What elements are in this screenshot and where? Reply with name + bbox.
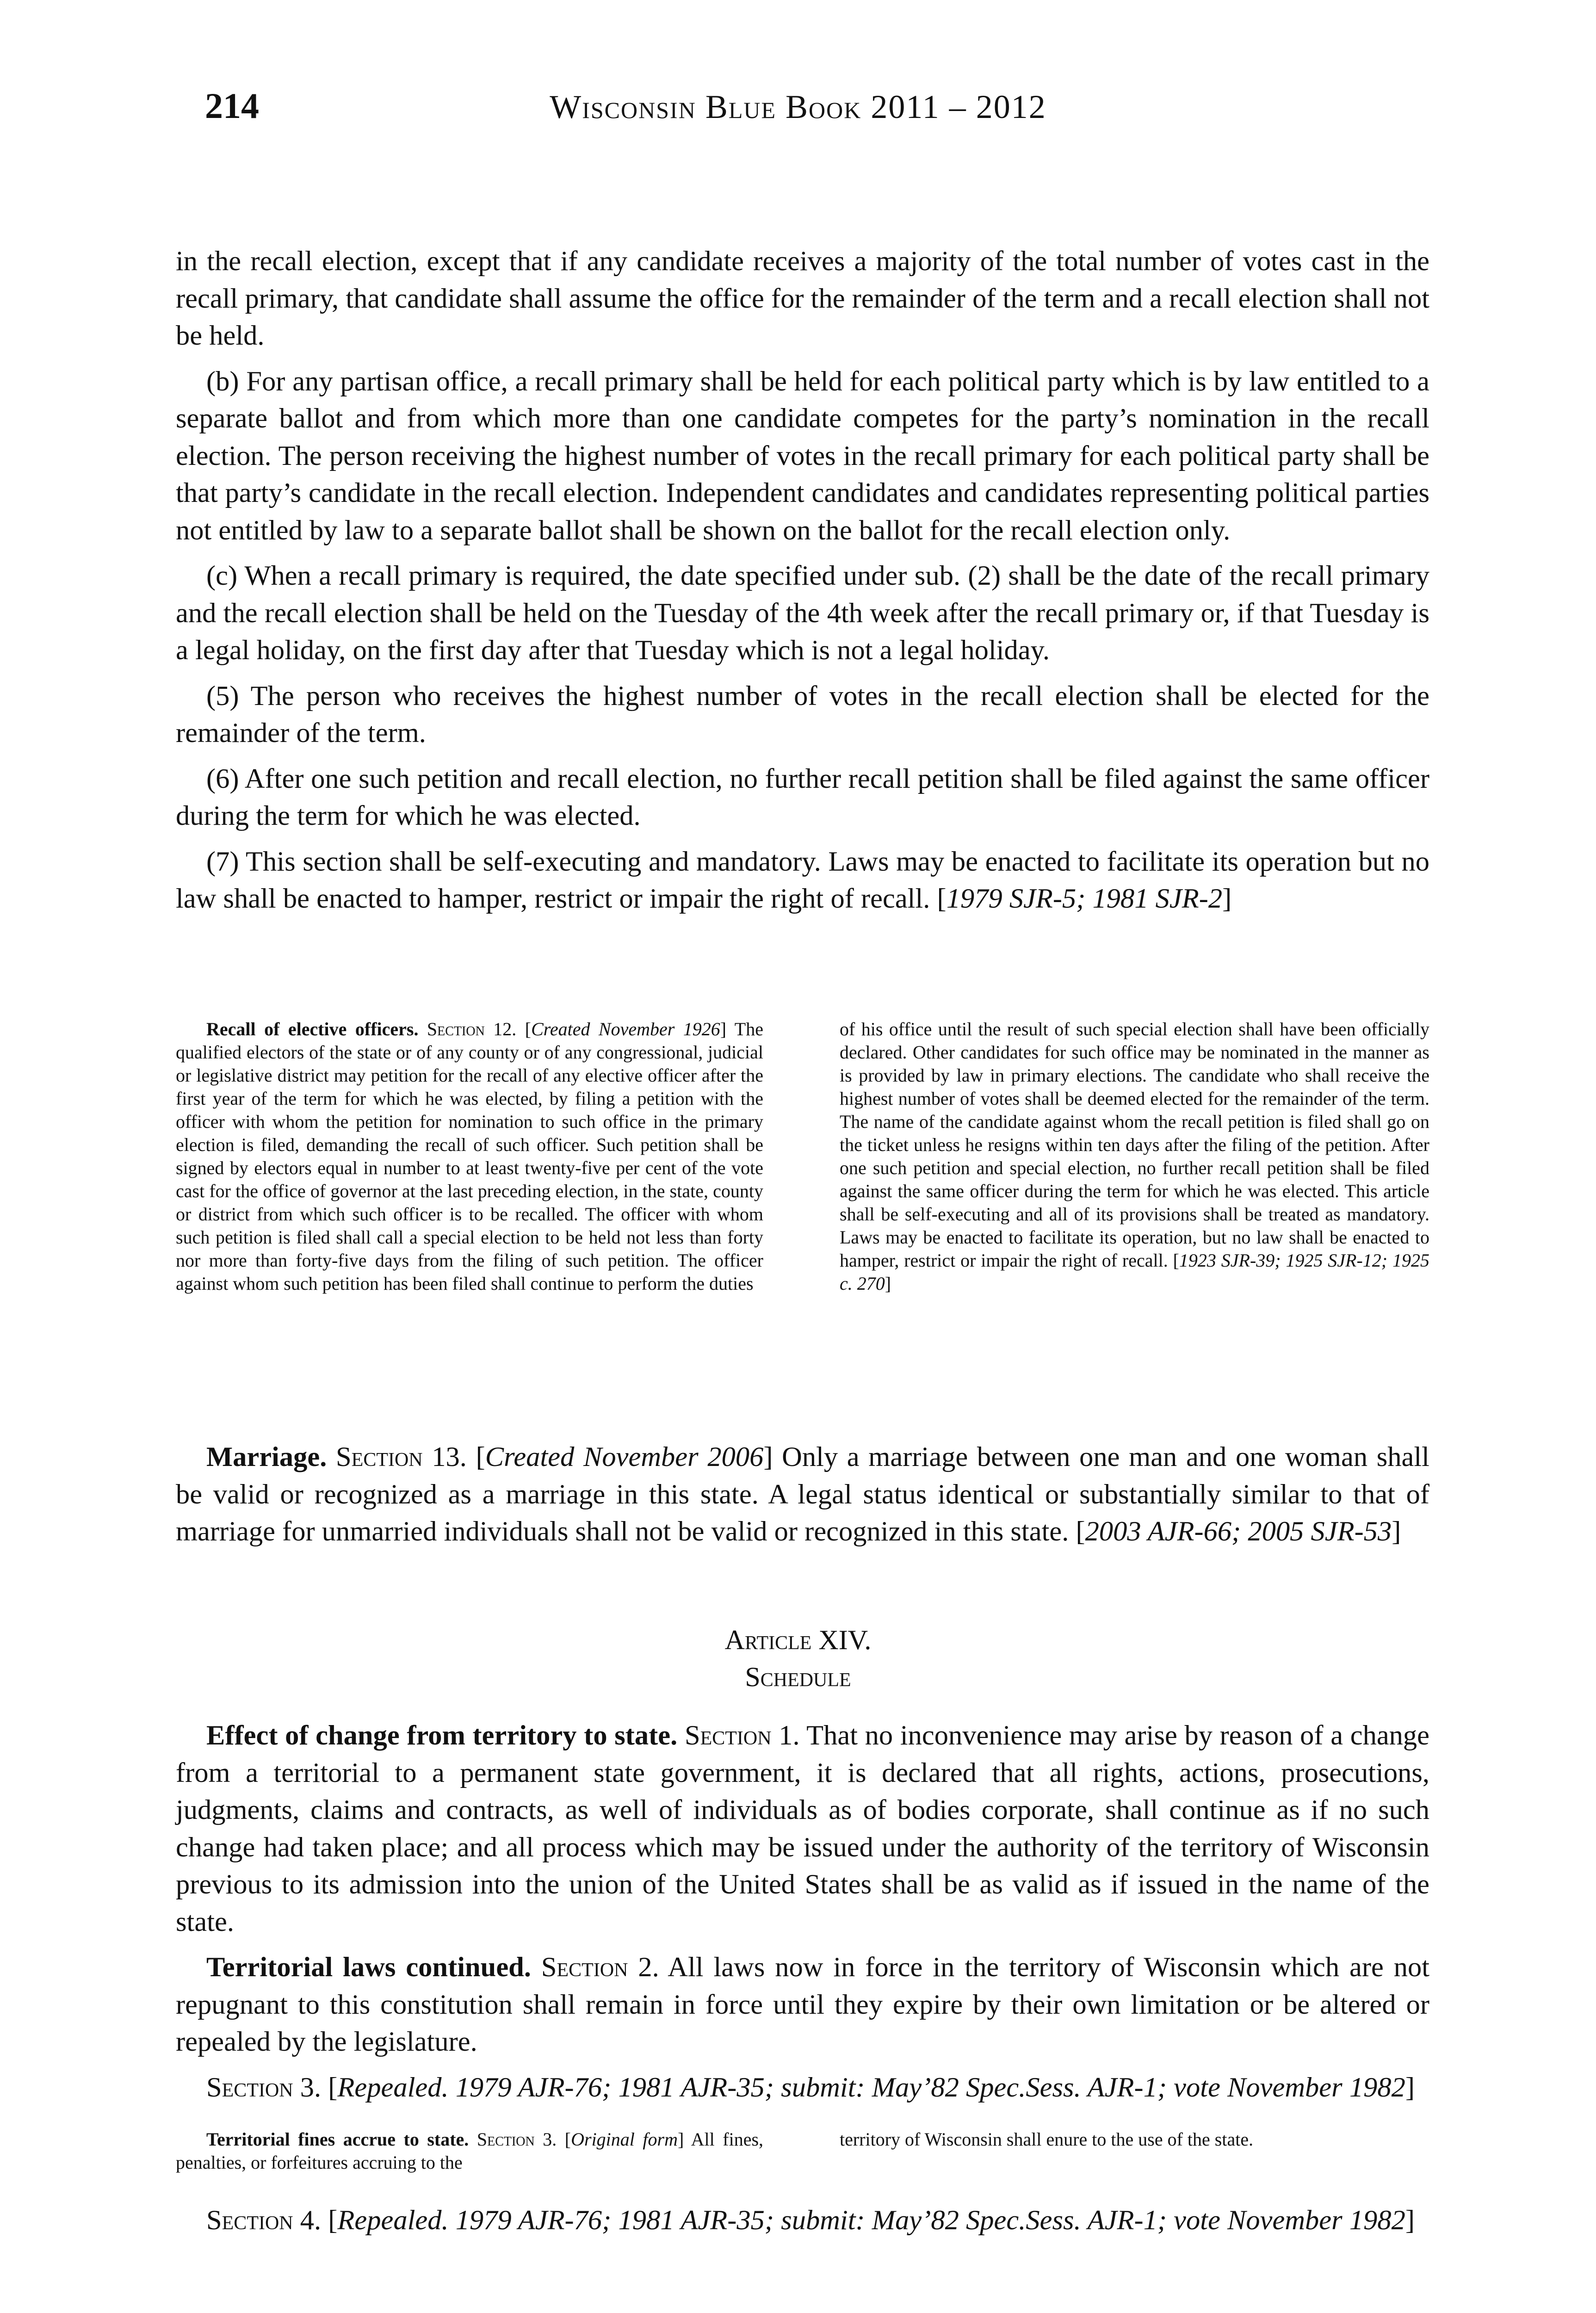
section-1-paragraph	[176, 1717, 1429, 1941]
article-heading: Article XIV.	[724, 1625, 872, 1655]
section-4	[176, 2202, 1429, 2248]
fines-note-section-label: Section	[476, 2129, 535, 2150]
recall-note-right-text: of his office until the result of such special election shall have been officially declared. Other candidates for such office may be nominated in the manner as is provided by law in primary elections. The candidate who shall receive the highest number of votes shall be deemed elected for the remainder of the term. The name of the candidate against whom the recall petition is filed shall go on the ticket unless he resigns within ten days after the filing of the petition. After one such petition and special election, no further recall petition shall be filed against the same officer during the term for which he was elected. This article shall be self-executing and all of its provisions shall be treated as mandatory. Laws may be enacted to facilitate its operation, but no law shall be enacted to hamper, restrict or impair the right of recall. [	[840, 1019, 1429, 1271]
section-2-label: Section	[541, 1952, 628, 1983]
fines-note-section-number: 3. [	[534, 2129, 571, 2150]
section-1-heading: Effect of change from territory to state.	[206, 1720, 678, 1751]
section-4-bracket: ]	[1405, 2205, 1415, 2236]
marriage-bracket: ]	[1392, 1516, 1401, 1547]
section-2-heading: Territorial laws continued.	[206, 1952, 531, 1983]
section-4-label: Section	[206, 2205, 293, 2236]
section-4-repealed: Repealed. 1979 AJR-76; 1981 AJR-35; submit: May’82 Spec.Sess. AJR-1; vote November 1982	[337, 2205, 1405, 2236]
recall-note-left-column	[176, 1018, 763, 1295]
section-3-repealed: Repealed. 1979 AJR-76; 1981 AJR-35; submit: May’82 Spec.Sess. AJR-1; vote November 1982	[337, 2072, 1405, 2103]
recall-note-right-column	[840, 1018, 1429, 1295]
paragraph-7-text: (7) This section shall be self-executing and mandatory. Laws may be enacted to facilitate its operation but no law shall be enacted to hamper, restrict or impair the right of recall. [	[176, 846, 1429, 914]
fines-note-left	[176, 2128, 763, 2174]
recall-note-section-number: 12. [	[484, 1019, 532, 1039]
paragraph-7	[176, 843, 1429, 918]
fines-note-right: territory of Wisconsin shall enure to the use of the state.	[840, 2129, 1254, 2150]
marriage-created: Created November 2006	[485, 1441, 764, 1472]
recall-note-citation: 1923 SJR-39; 1925 SJR-12; 1925 c. 270	[840, 1250, 1429, 1294]
recall-note-created: Created November 1926	[531, 1019, 720, 1039]
paragraph-continuation: in the recall election, except that if any candidate receives a majority of the total number of votes cast in the recall primary, that candidate shall assume the office for the remainder of the term and a recall election shall not be held.	[176, 246, 1429, 351]
section-2-text: All laws now in force in the territory of Wisconsin which are not repugnant to this constitution shall remain in force until they expire by their own limitation or be altered or repealed by the legislature.	[176, 1952, 1430, 2057]
schedule-sections	[176, 1717, 1429, 2115]
section-3-paragraph	[176, 2069, 1429, 2107]
page-number: 214	[205, 86, 259, 126]
marriage-paragraph	[176, 1439, 1429, 1551]
marriage-heading: Marriage.	[206, 1441, 327, 1472]
fines-note-original: Original form	[571, 2129, 678, 2150]
marriage-section-label: Section	[336, 1441, 423, 1472]
section-4-number: 4. [	[293, 2205, 338, 2236]
recall-note-right	[840, 1018, 1429, 1295]
section-3-number: 3. [	[293, 2072, 338, 2103]
paragraph-7-citation: 1979 SJR-5; 1981 SJR-2	[946, 883, 1223, 914]
section-1-text: That no inconvenience may arise by reason of a change from a territorial to a permanent state government, it is declared that all rights, actions, prosecutions, judgments, claims and contracts, as well of individuals as of bodies corporate, shall continue as if no such change had taken place; and all process which may be issued under the authority of the territory of Wisconsin previous to its admission into the union of the United States shall be as valid as if issued in the name of the state.	[176, 1720, 1430, 1937]
paragraph-b: (b) For any partisan office, a recall primary shall be held for each political party which is by law entitled to a separate ballot and from which more than one candidate competes for the party’s nomination in the recall election. The person receiving the highest number of votes in the recall primary for each political party shall be that party’s candidate in the recall election. Independent candidates and candidates representing political parties not entitled by law to a separate ballot shall be shown on the ballot for the recall election only.	[176, 365, 1429, 546]
recall-note-right-bracket: ]	[885, 1273, 891, 1294]
recall-note-heading: Recall of elective officers.	[206, 1019, 419, 1039]
recall-note-left	[176, 1018, 763, 1295]
marriage-section	[176, 1439, 1429, 1559]
section-3-label: Section	[206, 2072, 293, 2103]
paragraph-7-bracket: ]	[1222, 883, 1232, 914]
section-1-label: Section	[684, 1720, 772, 1751]
recall-note-section-label: Section	[427, 1019, 485, 1039]
fines-note-left-text: ] All fines, penalties, or forfeitures accruing to the	[176, 2129, 764, 2173]
section-1-number: 1.	[771, 1720, 800, 1751]
fines-note-right-column	[840, 2128, 1429, 2151]
marriage-section-number: 13. [	[422, 1441, 485, 1472]
marriage-text: ] Only a marriage between one man and one woman shall be valid or recognized as a marriage in this state. A legal status identical or substantially similar to that of marriage for unmarried individuals shall not be valid or recognized in this state. [	[176, 1441, 1429, 1547]
section-3-bracket: ]	[1405, 2072, 1415, 2103]
paragraph-6: (6) After one such petition and recall election, no further recall petition shall be filed against the same officer during the term for which he was elected.	[176, 763, 1429, 831]
recall-section-continuation	[176, 243, 1429, 926]
paragraph-5: (5) The person who receives the highest number of votes in the recall election shall be elected for the remainder of the term.	[176, 680, 1429, 748]
fines-note-left-column	[176, 2128, 763, 2174]
section-2-number: 2.	[628, 1952, 659, 1983]
article-subheading: Schedule	[745, 1662, 851, 1692]
fines-note-heading: Territorial fines accrue to state.	[206, 2129, 469, 2150]
section-2-paragraph	[176, 1949, 1429, 2061]
recall-note-left-text: ] The qualified electors of the state or of any county or of any congressional, judicial or legislative district may petition for the recall of any elective officer after the first year of the term for which he was elected, by filing a petition with the officer with whom the petition for nomination to such office in the primary election is filed, demanding the recall of such officer. Such petition shall be signed by electors equal in number to at least twenty-five per cent of the vote cast for the office of governor at the last preceding election, in the state, county or district from which such officer is to be recalled. The officer with whom such petition is filed shall call a special election to be held not less than forty nor more than forty-five days from the filing of such petition. The officer against whom such petition has been filed shall continue to perform the duties	[176, 1019, 763, 1294]
paragraph-c: (c) When a recall primary is required, the date specified under sub. (2) shall be the date of the recall primary and the recall election shall be held on the Tuesday of the 4th week after the recall primary or, if that Tuesday is a legal holiday, on the first day after that Tuesday which is not a legal holiday.	[176, 560, 1429, 666]
marriage-citation: 2003 AJR-66; 2005 SJR-53	[1085, 1516, 1392, 1547]
section-4-paragraph	[176, 2202, 1429, 2239]
running-header: Wisconsin Blue Book 2011 – 2012	[550, 88, 1046, 125]
